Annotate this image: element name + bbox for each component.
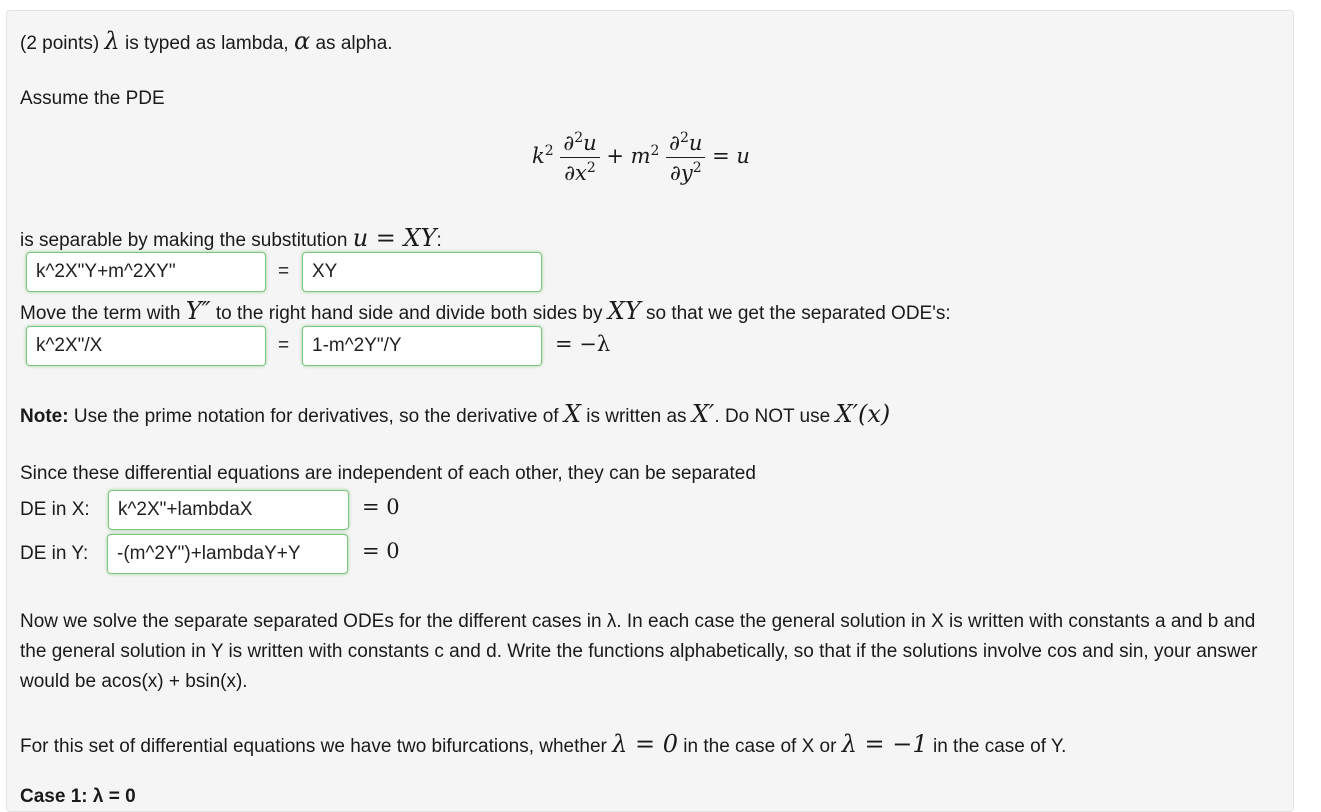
move-text-1: Move the term with — [20, 303, 181, 324]
note-x: X — [563, 400, 581, 428]
de-y-equals-zero: = 0 — [362, 539, 400, 563]
colon: : — [436, 230, 442, 251]
bifurcation-text-1: For this set of differential equations we have two bifurcations, whether — [20, 736, 607, 757]
equals-neg-lambda: = −λ — [555, 332, 611, 356]
alpha-symbol: α — [293, 27, 311, 55]
pde-left-input[interactable] — [26, 252, 266, 292]
case-1-heading: Case 1: λ = 0 — [20, 786, 136, 807]
de-x-label: DE in X: — [20, 499, 90, 520]
note-label: Note: — [20, 406, 69, 427]
row1-equals: = — [278, 261, 290, 282]
pde-right-input[interactable] — [302, 252, 542, 292]
note-text-2: is written as — [586, 406, 687, 427]
de-y-label: DE in Y: — [20, 543, 89, 564]
lambda-symbol: λ — [104, 27, 120, 55]
note-x-prime-of-x: X′(x) — [835, 400, 891, 428]
bifurcation-text-2: in the case of X or — [683, 736, 837, 757]
fraction-d2u-dy2: $\frac{\partial^2u}{\partial y^2}$ — [666, 130, 705, 185]
move-term-line — [20, 297, 951, 325]
fraction-d2u-dx2: $\frac{\partial^2u}{\partial x^2}$ — [560, 130, 599, 185]
bifurcation-text-3: in the case of Y. — [932, 736, 1067, 757]
lambda-zero: λ = 0 — [612, 730, 678, 758]
independent-text: Since these differential equations are independent of each other, they can be separated — [20, 463, 756, 484]
y-double-prime: Y″ — [185, 297, 211, 325]
row2-equals: = — [278, 335, 290, 356]
typed-text-1: is typed as lambda, — [124, 33, 289, 54]
note-text-1: Use the prime notation for derivatives, so the derivative of — [73, 406, 559, 427]
pde-formula: $k^2$ $\frac{\partial^2u}{\partial x^2}$ + $m^2$ $\frac{\partial^2u}{\partial y^2}$ = u — [532, 130, 750, 185]
note-line — [20, 400, 890, 428]
note-text-3: . Do NOT use — [714, 406, 831, 427]
xy-divisor: XY — [607, 297, 641, 325]
separable-line — [20, 224, 442, 252]
de-y-input[interactable] — [107, 534, 348, 574]
solve-paragraph: Now we solve the separate separated ODEs for the different cases in λ. In each case the general solution in X is written with constants a and b and the general solution in Y is written with constants c and d. Write the functions alphabetically, so that if the solutions involve cos and sin, your answer would be acos(x) + bsin(x). — [20, 611, 1258, 692]
points-label: (2 points) — [20, 33, 100, 54]
substitution-math: u = XY — [352, 224, 437, 252]
de-x-input[interactable] — [108, 490, 349, 530]
de-x-equals-zero: = 0 — [362, 495, 400, 519]
lambda-neg-one: λ = −1 — [841, 730, 928, 758]
move-text-3: so that we get the separated ODE's: — [645, 303, 951, 324]
problem-header — [20, 27, 393, 55]
ode-x-ratio-input[interactable] — [26, 326, 266, 366]
move-text-2: to the right hand side and divide both sides by — [215, 303, 603, 324]
separable-text: is separable by making the substitution — [20, 230, 348, 251]
bifurcation-line — [20, 730, 1066, 758]
assume-text: Assume the PDE — [20, 88, 165, 109]
typed-text-2: as alpha. — [315, 33, 393, 54]
ode-y-ratio-input[interactable] — [302, 326, 542, 366]
note-x-prime: X′ — [691, 400, 715, 428]
